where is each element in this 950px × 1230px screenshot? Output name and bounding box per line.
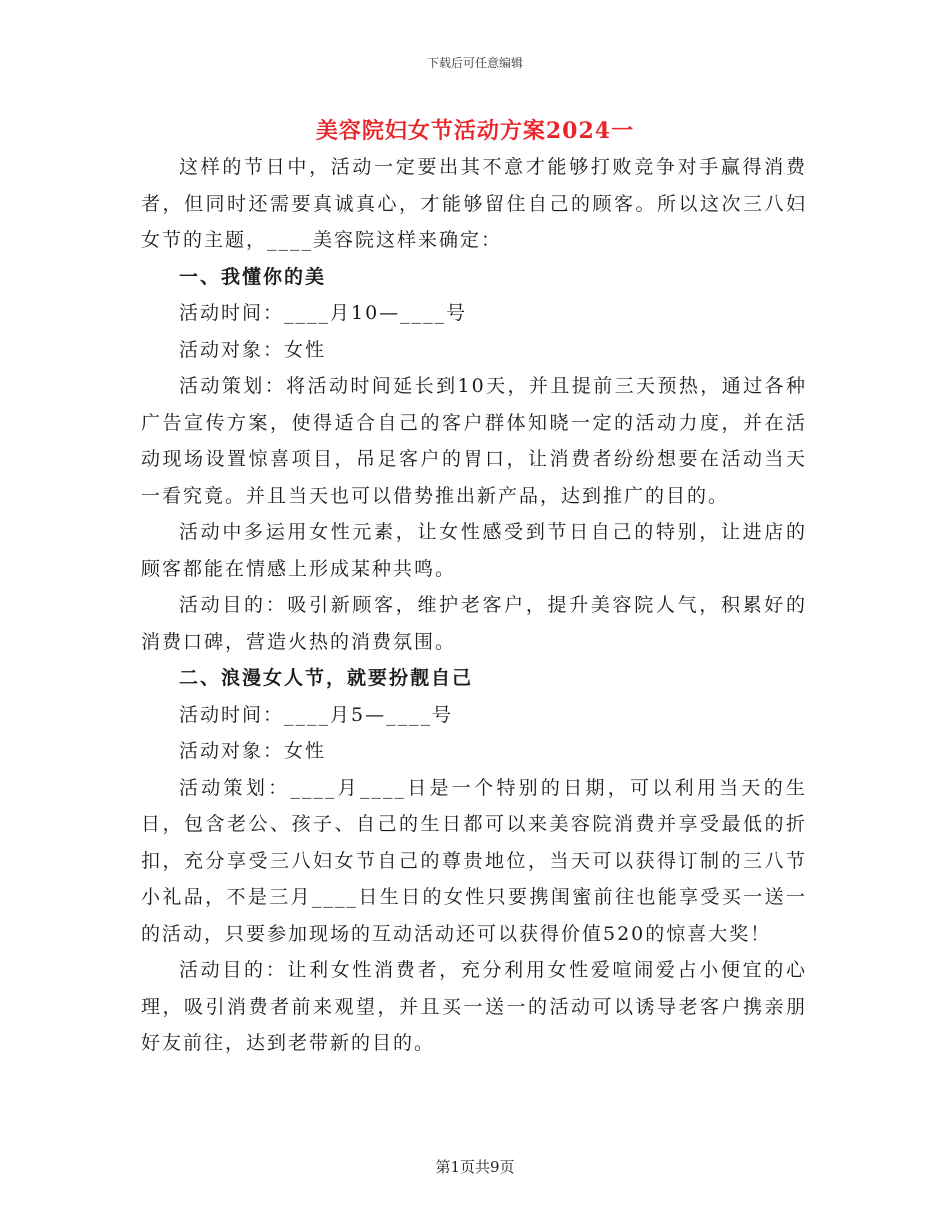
paragraph-target-2: 活动对象：女性: [179, 740, 327, 762]
header-note: 下载后可任意编辑: [426, 56, 523, 70]
paragraph-time-1: 活动时间：____月10—____号: [179, 302, 468, 324]
paragraph-plan-1: 活动策划：将活动时间延长到10天，并且提前三天预热，通过各种广告宣传方案，使得适合自己的客户群体知晓一定的活动力度，并在活动现场设置惊喜项目，吊足客户的胃口，让消费者纷纷想要在活动当天一看究竟。并且当天也可以借势推出新产品，达到推广的目的。: [141, 375, 807, 507]
document-body: [141, 149, 807, 1062]
paragraph-elements-1: 活动中多运用女性元素，让女性感受到节日自己的特别，让进店的顾客都能在情感上形成某种共鸣。: [141, 521, 807, 580]
paragraph-purpose-1: 活动目的：吸引新顾客，维护老客户，提升美容院人气，积累好的消费口碑，营造火热的消费氛围。: [141, 594, 807, 653]
paragraph-target-1: 活动对象：女性: [179, 338, 327, 361]
page-footer: 第1页共9页: [435, 1158, 515, 1176]
paragraph-purpose-2: 活动目的：让利女性消费者，充分利用女性爱喧闹爱占小便宜的心理，吸引消费者前来观望，并且买一送一的活动可以诱导老客户携亲朋好友前往，达到老带新的目的。: [141, 959, 807, 1054]
document-title: 美容院妇女节活动方案2024一: [315, 118, 635, 144]
paragraph-time-2: 活动时间：____月5—____号: [179, 703, 454, 726]
section-heading-2: 二、浪漫女人节，就要扮靓自己: [179, 667, 474, 689]
section-heading-1: 一、我懂你的美: [179, 265, 327, 288]
paragraph-intro: 这样的节日中，活动一定要出其不意才能够打败竞争对手赢得消费者，但同时还需要真诚真心，才能够留住自己的顾客。所以这次三八妇女节的主题，____美容院这样来确定：: [141, 156, 807, 251]
paragraph-plan-2: 活动策划：____月____日是一个特别的日期，可以利用当天的生日，包含老公、孩子、自己的生日都可以来美容院消费并享受最低的折扣，充分享受三八妇女节自己的尊贵地位，当天可以获得订制的三八节小礼品，不是三月____日生日的女性只要携闺蜜前往也能享受买一送一的活动，只要参加现场的互动活动还可以获得价值520的惊喜大奖！: [141, 776, 807, 945]
